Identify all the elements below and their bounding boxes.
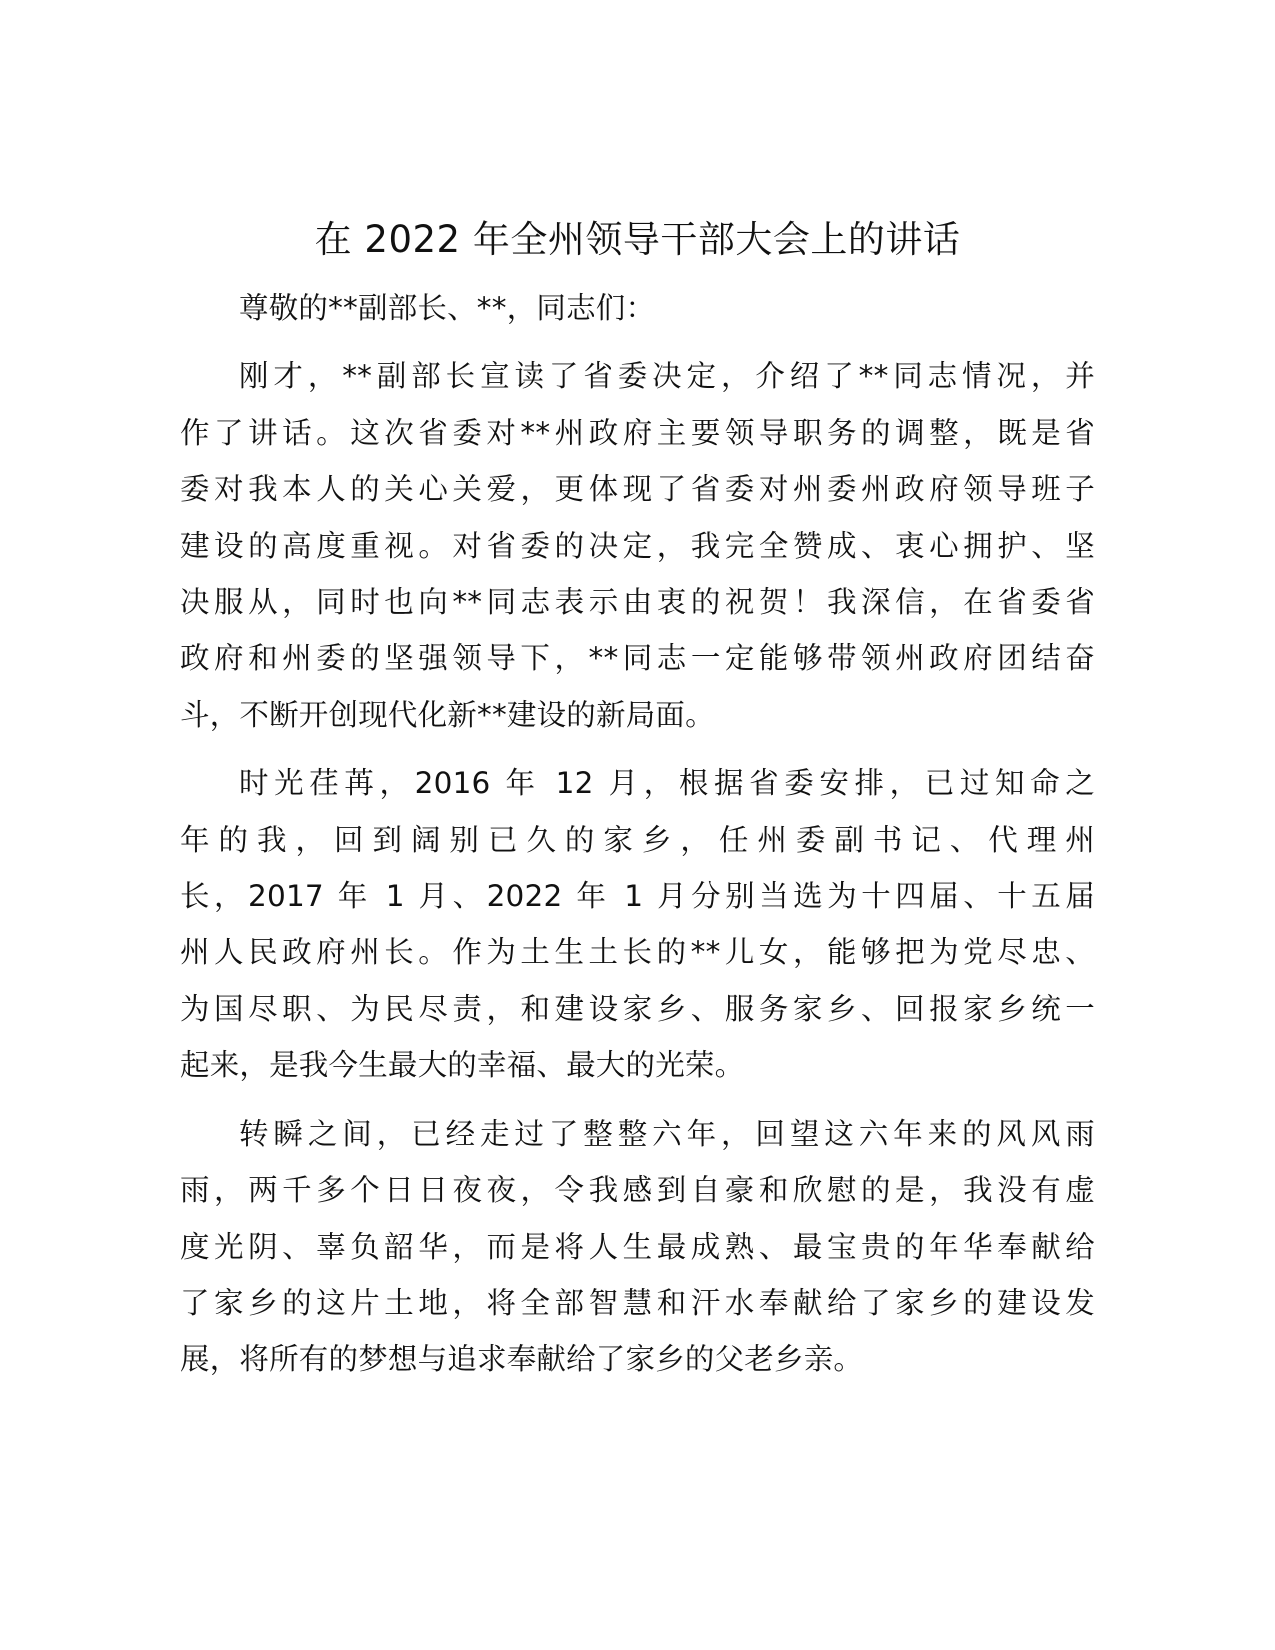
document-body xyxy=(180,280,1095,1400)
paragraph-line: 建设的高度重视。对省委的决定，我完全赞成、衷心拥护、坚 xyxy=(180,528,1095,563)
paragraph-line: 尊敬的**副部长、**，同志们： xyxy=(239,291,656,325)
paragraph-line: 委对我本人的关心关爱，更体现了省委对州委州政府领导班子 xyxy=(180,472,1095,507)
paragraph-line: 长，2017 年 1 月、2022 年 1 月分别当选为十四届、十五届 xyxy=(180,879,1095,914)
paragraph-salutation xyxy=(180,280,1095,336)
paragraph-line: 年的我，回到阔别已久的家乡，任州委副书记、代理州 xyxy=(180,822,1095,857)
paragraph-line: 作了讲话。这次省委对**州政府主要领导职务的调整，既是省 xyxy=(180,415,1095,450)
paragraph-1 xyxy=(180,348,1095,743)
paragraph-3 xyxy=(180,1106,1095,1388)
document-title: 在 2022 年全州领导干部大会上的讲话 xyxy=(314,218,961,261)
paragraph-line: 雨，两千多个日日夜夜，令我感到自豪和欣慰的是，我没有虚 xyxy=(180,1173,1095,1208)
paragraph-line: 斗，不断开创现代化新**建设的新局面。 xyxy=(180,697,715,732)
paragraph-line: 刚才，**副部长宣读了省委决定，介绍了**同志情况，并 xyxy=(239,359,1095,394)
paragraph-line: 了家乡的这片土地，将全部智慧和汗水奉献给了家乡的建设发 xyxy=(180,1285,1095,1320)
paragraph-line: 展，将所有的梦想与追求奉献给了家乡的父老乡亲。 xyxy=(180,1342,864,1377)
paragraph-2 xyxy=(180,755,1095,1093)
paragraph-line: 度光阴、辜负韶华，而是将人生最成熟、最宝贵的年华奉献给 xyxy=(180,1229,1095,1264)
paragraph-line: 为国尽职、为民尽责，和建设家乡、服务家乡、回报家乡统一 xyxy=(180,991,1095,1026)
paragraph-line: 州人民政府州长。作为土生土长的**儿女，能够把为党尽忠、 xyxy=(180,935,1095,970)
paragraph-line: 时光荏苒，2016 年 12 月，根据省委安排，已过知命之 xyxy=(239,766,1095,801)
paragraph-line: 起来，是我今生最大的幸福、最大的光荣。 xyxy=(180,1048,745,1083)
paragraph-line: 政府和州委的坚强领导下，**同志一定能够带领州政府团结奋 xyxy=(180,641,1095,676)
paragraph-line: 转瞬之间，已经走过了整整六年，回望这六年来的风风雨 xyxy=(239,1116,1095,1151)
paragraph-line: 决服从，同时也向**同志表示由衷的祝贺！我深信，在省委省 xyxy=(180,585,1095,620)
